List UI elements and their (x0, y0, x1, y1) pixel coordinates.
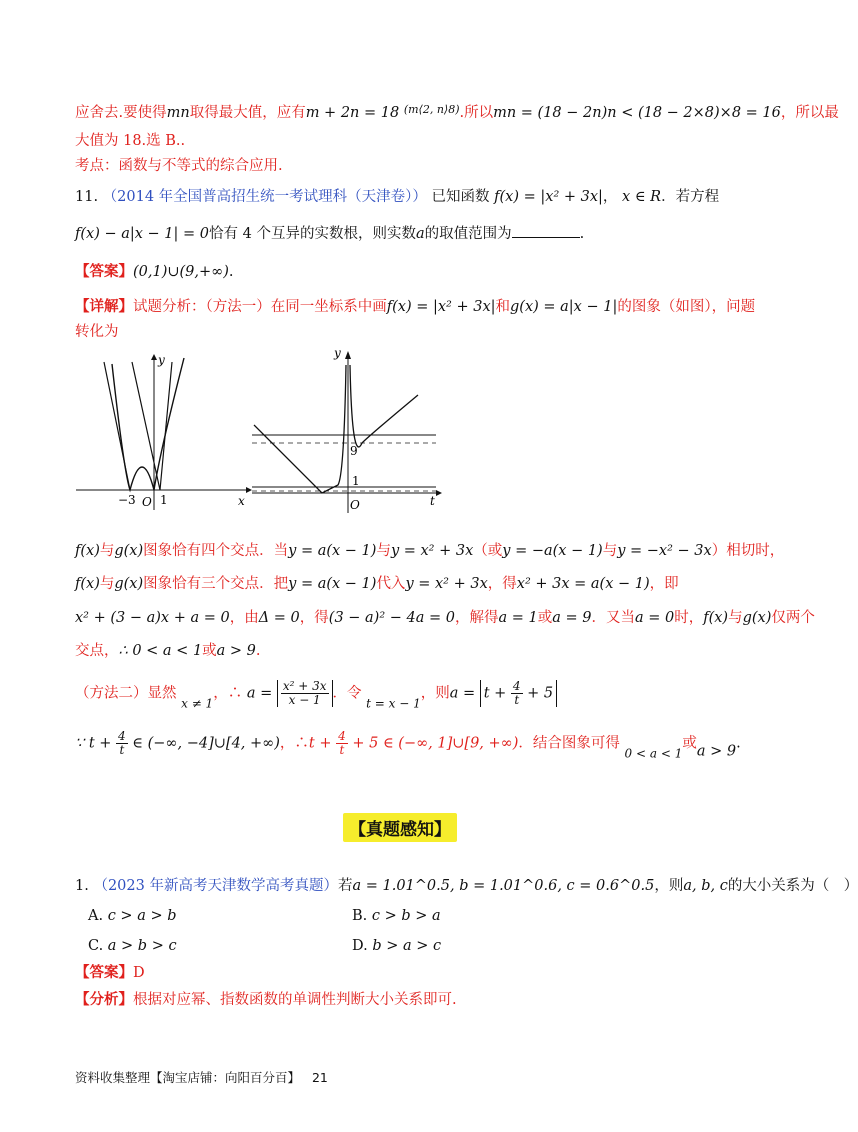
text: 恰有 4 个互异的实数根，则实数 (209, 226, 416, 242)
math-expr: y = x² + 3x (390, 543, 474, 559)
para-conclusion-line2: 大值为 18.选 B.. (75, 133, 186, 149)
text: 若 (337, 878, 353, 894)
math-expr: 0 < a < 1 (624, 746, 683, 761)
analysis1-line (75, 990, 457, 1010)
option-label: C. (88, 938, 104, 954)
math-expr: f(x) (75, 576, 100, 592)
question-number: 11. (75, 189, 99, 205)
text: 与 (376, 543, 391, 559)
detail-label: 【详解】 (75, 298, 133, 315)
y-axis-2-arrow (345, 351, 351, 359)
text: 试题分析：（方法一）在同一坐标系中画 (133, 299, 387, 315)
question-source: （2014 年全国普高招生统一考试理科（天津卷）） (102, 189, 427, 205)
section-title (0, 813, 800, 842)
math-expr: g(x) (114, 576, 144, 592)
math-expr: x² + 3x = a(x − 1) (516, 576, 650, 592)
answer-value: D (133, 965, 145, 981)
math-expr: y = a(x − 1) (288, 576, 377, 592)
text: 图象恰有三个交点．把 (143, 576, 289, 592)
text: ．又当 (591, 610, 635, 626)
detail-line1 (75, 297, 755, 317)
fraction-numerator: 4 (512, 679, 521, 693)
graph2-origin-label: O (350, 498, 360, 512)
text: 与 (99, 543, 115, 559)
option-label: A. (88, 908, 104, 924)
fraction-denominator: x − 1 (288, 693, 321, 707)
math-expr: + 5 ∈ (−∞, 1]∪[9, +∞) (347, 735, 519, 752)
math-expr: a = 9 (552, 610, 592, 626)
method2-line (75, 680, 557, 717)
question-11-line2 (75, 223, 584, 244)
math-expr: t = x − 1 (366, 696, 421, 711)
math-expr: a = (449, 685, 476, 702)
answer-blank (512, 223, 580, 238)
graph-f-and-g-x (72, 352, 252, 512)
text: ．若方程 (661, 189, 720, 205)
text: ，即 (649, 576, 679, 592)
math-expr: a, b, c (683, 878, 728, 894)
g-curve (132, 362, 172, 490)
math-expr: m + 2n = 18 (305, 105, 400, 121)
abs-expr (480, 680, 557, 707)
text: ，由 (229, 610, 259, 626)
text: .所以 (459, 105, 494, 121)
option-text: a > b > c (107, 938, 177, 954)
option-text: c > a > b (107, 908, 177, 924)
graph2-tick-9: 9 (350, 444, 358, 458)
text: ，∴ (213, 685, 243, 702)
para-conclusion-line1 (75, 100, 839, 123)
method1-line4 (75, 641, 261, 661)
kaodian-line: 考点：函数与不等式的综合应用. (75, 158, 283, 174)
math-expr: f(x) (703, 610, 729, 626)
text: 和 (495, 299, 511, 315)
question-number: 1. (75, 878, 89, 894)
text: 的大小关系为（ ） (727, 878, 858, 894)
method1-line1 (75, 541, 784, 561)
footer-text: 资料收集整理【淘宝店铺：向阳百分百】 (75, 1070, 301, 1085)
option-d[interactable] (352, 936, 441, 956)
fraction-denominator: t (339, 743, 345, 757)
fraction-denominator: t (119, 743, 125, 757)
math-expr: ∴ 0 < a < 1 (118, 643, 203, 659)
text: t + (483, 685, 511, 702)
text: ）相切时， (711, 543, 785, 559)
math-expr: a = 0 (634, 610, 675, 626)
text: 或 (537, 610, 553, 626)
text: 的图象（如图），问题 (617, 299, 756, 315)
question-1-line (75, 876, 858, 896)
graph1-y-label: y (158, 353, 165, 367)
left-branch-curve (254, 365, 346, 493)
text: ．令 (332, 685, 362, 702)
math-expr: f(x) = |x² + 3x| (386, 299, 496, 315)
text: ，所以最 (780, 105, 839, 121)
math-expr: f(x) − a|x − 1| = 0 (75, 226, 210, 242)
graph2-t-label: t (430, 494, 435, 508)
abs-fraction (277, 680, 333, 707)
fraction-numerator: 4 (118, 729, 126, 743)
graph-a-vs-t (250, 345, 445, 515)
math-expr: Δ = 0 (258, 610, 300, 626)
text: 图象恰有四个交点．当 (143, 543, 289, 559)
graph1-tick-1: 1 (160, 493, 168, 507)
page-number: 21 (311, 1070, 328, 1085)
answer-label: 【答案】 (75, 263, 133, 280)
text: . (579, 226, 585, 242)
math-expr: g(x) = a|x − 1| (510, 299, 618, 315)
method2-conclusion-line (75, 730, 741, 767)
text: . (228, 264, 234, 280)
graph2-tick-1: 1 (352, 474, 360, 488)
text: ，∴ (279, 735, 309, 752)
answer1-line (75, 963, 145, 983)
text: （方法二）显然 (75, 685, 177, 702)
math-expr: a = 1.01^0.5, b = 1.01^0.6, c = 0.6^0.5 (352, 878, 655, 894)
math-expr: f(x) (75, 543, 100, 559)
text: 或 (682, 735, 697, 752)
math-expr: y = −a(x − 1) (502, 543, 603, 559)
text: 已知函数 (431, 189, 490, 205)
math-expr: y = a(x − 1) (288, 543, 377, 559)
math-expr: g(x) (742, 610, 772, 626)
page-footer (75, 1068, 328, 1086)
option-label: B. (352, 908, 368, 924)
graph2-y-label: y (334, 346, 341, 360)
math-expr: x ∈ R (622, 189, 662, 205)
math-expr: ∈ (−∞, −4]∪[4, +∞) (127, 735, 280, 752)
question-source: （2023 年新高考天津数学高考真题） (93, 878, 338, 894)
option-a[interactable] (88, 906, 177, 926)
graph1-origin-label: O (142, 495, 152, 509)
math-expr: f(x) = |x² + 3x| (494, 189, 603, 205)
math-expr: a (415, 226, 425, 242)
text: 应舍去.要使得 (75, 105, 167, 121)
text: ，则 (420, 685, 450, 702)
answer-line (75, 262, 234, 282)
answer-label: 【答案】 (75, 964, 133, 981)
math-expr: y = −x² − 3x (617, 543, 712, 559)
math-expr: x² + (3 − a)x + a = 0 (75, 610, 230, 626)
fraction-denominator: t (514, 693, 520, 707)
text: . (255, 643, 261, 659)
analysis-text: 根据对应幂、指数函数的单调性判断大小关系即可. (133, 992, 457, 1008)
text: 取得最大值，应有 (189, 105, 306, 121)
t-axis-arrow (436, 490, 442, 496)
text: . (736, 735, 741, 752)
text: 或 (202, 643, 217, 659)
text: ，得 (299, 610, 329, 626)
option-label: D. (352, 938, 368, 954)
math-expr: a = 1 (498, 610, 538, 626)
math-expr: (3 − a)² − 4a = 0 (328, 610, 455, 626)
graph1-x-label: x (238, 494, 245, 508)
text: 的取值范围为 (424, 226, 512, 242)
option-b[interactable] (352, 906, 441, 926)
f-curve (112, 358, 184, 490)
text: ，则 (654, 878, 684, 894)
math-expr: x ≠ 1 (181, 696, 214, 711)
math-expr: a > 9 (696, 743, 737, 760)
f-left-branch (104, 362, 130, 490)
text: 时， (674, 610, 704, 626)
fraction-numerator: x² + 3x (282, 679, 327, 693)
text: ，解得 (454, 610, 499, 626)
math-expr: g(x) (114, 543, 144, 559)
section-title-text: 【真题感知】 (343, 813, 457, 842)
math-expr: mn (166, 105, 190, 121)
text: ， (602, 189, 618, 205)
option-text: b > a > c (372, 938, 442, 954)
option-text: c > b > a (371, 908, 441, 924)
question-11-line1 (75, 187, 719, 207)
option-c[interactable] (88, 936, 177, 956)
text: ，得 (487, 576, 517, 592)
answer-value: (0,1)∪(9,+∞) (133, 264, 229, 280)
math-expr: ∵ t + (75, 735, 117, 752)
text: ．结合图象可得 (518, 735, 620, 752)
math-expr: mn = (18 − 2n)n < (18 − 2×8)×8 = 16 (493, 105, 781, 121)
graph1-tick-neg3: −3 (118, 493, 136, 507)
text: 代入 (376, 576, 406, 592)
text: 与 (728, 610, 743, 626)
analysis-label: 【分析】 (75, 991, 133, 1008)
text: 仅两个 (771, 610, 815, 626)
fraction-numerator: 4 (338, 729, 346, 743)
detail-line2: 转化为 (75, 324, 119, 340)
method1-line2 (75, 574, 679, 594)
math-expr: a > 9 (216, 643, 256, 659)
y-axis-arrow (151, 354, 157, 360)
math-expr: a = (246, 685, 273, 702)
text: 与 (99, 576, 115, 592)
method1-line3 (75, 608, 815, 628)
text: + 5 (522, 685, 554, 702)
math-expr: (m⟨2, n⟩8) (403, 103, 460, 116)
text: （或 (473, 543, 503, 559)
math-expr: t + (308, 735, 337, 752)
math-expr: y = x² + 3x (405, 576, 488, 592)
text: 与 (602, 543, 618, 559)
text: 交点， (75, 643, 119, 659)
